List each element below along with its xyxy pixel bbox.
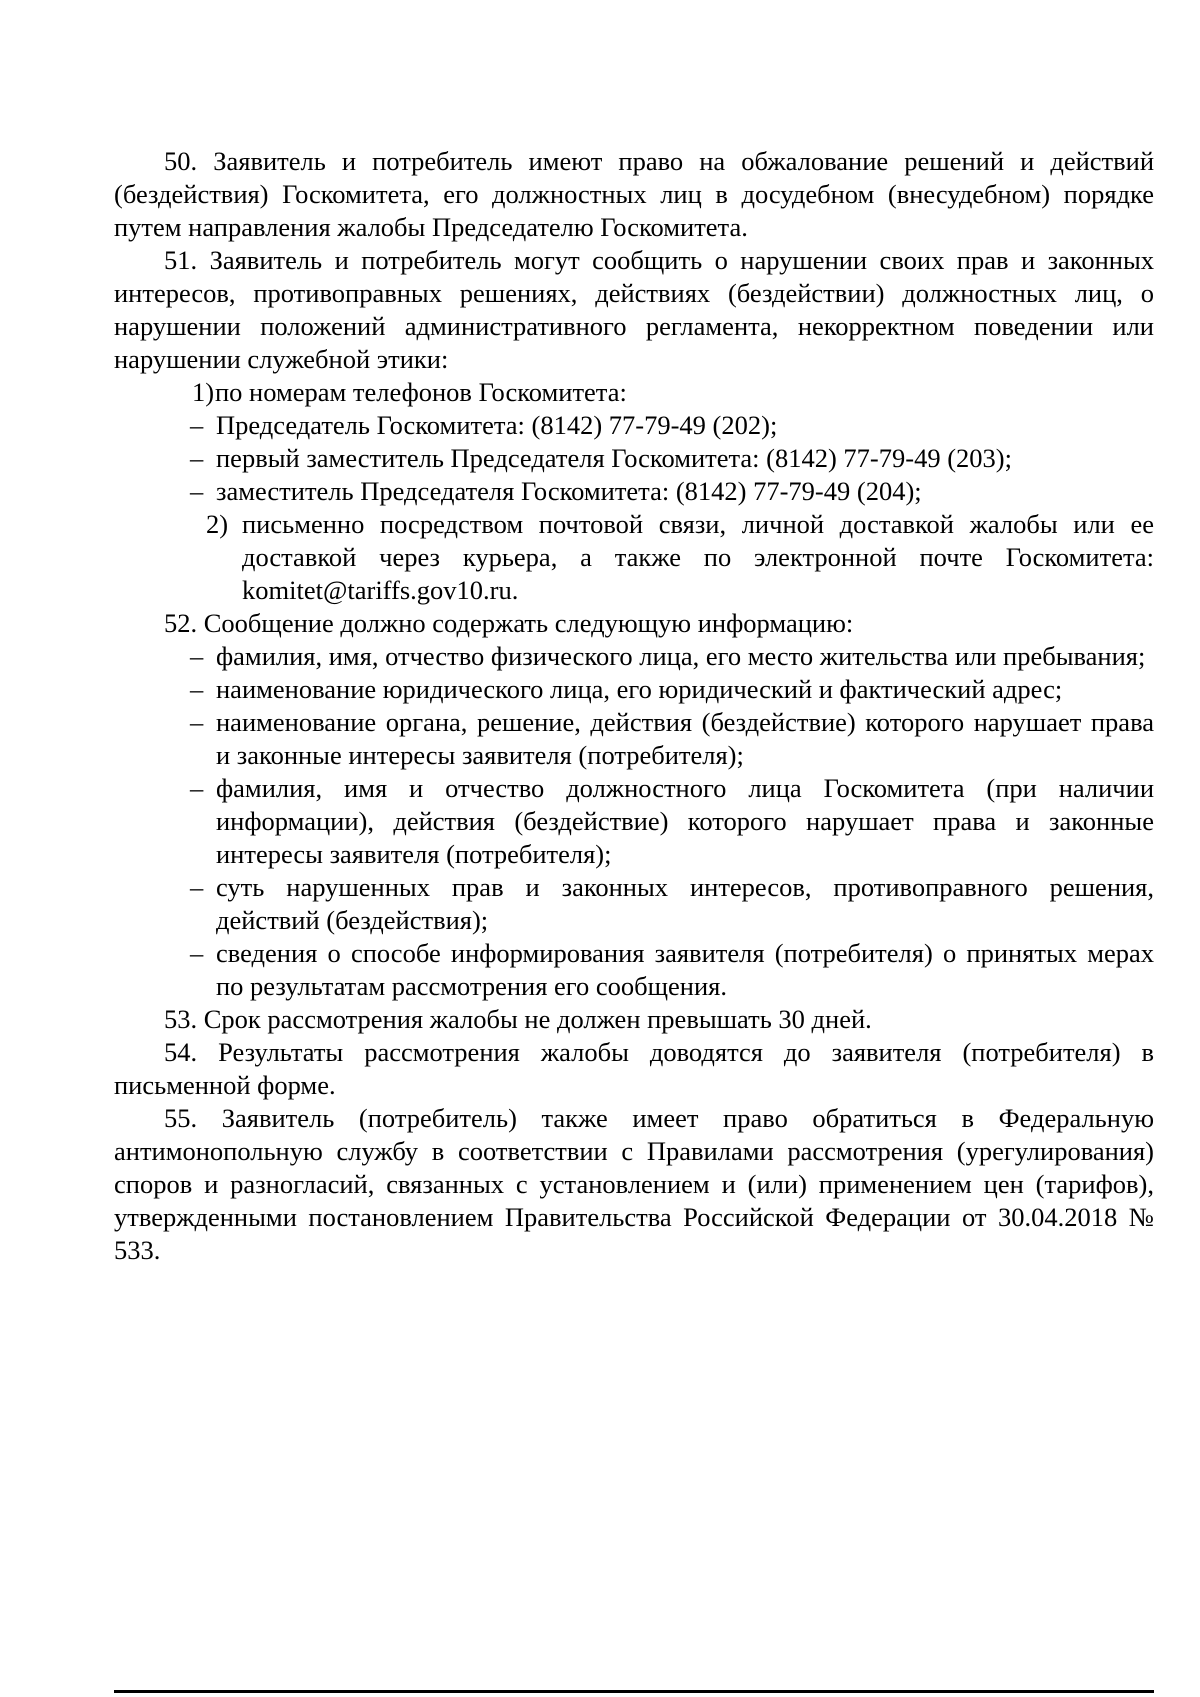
phone-list-item	[114, 409, 1154, 442]
info-list-item	[114, 673, 1154, 706]
list-item-text: Председатель Госкомитета: (8142) 77-79-49 (202);	[216, 410, 778, 440]
paragraph-53: 53. Срок рассмотрения жалобы не должен превышать 30 дней.	[164, 1004, 872, 1034]
phone-list-item	[114, 442, 1154, 475]
dash-marker: –	[190, 872, 204, 902]
paragraph-55: 55. Заявитель (потребитель) также имеет право обратиться в Федеральную антимонопольную службу в соответствии с Правилами рассмотрения (урегулирования) споров и разногласий, связанных с установлением и (или) применением цен (тарифов), утвержденными постановлением Правительства Российской Федерации от 30.04.2018 № 533.	[114, 1103, 1154, 1265]
dash-marker: –	[190, 476, 204, 506]
footer-rule	[114, 1690, 1154, 1693]
list-item-text: фамилия, имя, отчество физического лица, его место жительства или пребывания;	[216, 641, 1146, 671]
dash-marker: –	[190, 641, 204, 671]
paragraph-51: 51. Заявитель и потребитель могут сообщить о нарушении своих прав и законных интересов, противоправных решениях, действиях (бездействии) должностных лиц, о нарушении положений административного регламента, некорректном поведении или нарушении служебной этики:	[114, 245, 1154, 374]
dash-marker: –	[190, 773, 204, 803]
dash-marker: –	[190, 674, 204, 704]
paragraph-51-subitem-1	[114, 376, 1154, 409]
info-list-item	[114, 772, 1154, 871]
list-item-text: сведения о способе информирования заявителя (потребителя) о принятых мерах по результатам рассмотрения его сообщения.	[216, 938, 1154, 1001]
list-item-text: наименование органа, решение, действия (бездействие) которого нарушает права и законные интересы заявителя (потребителя);	[216, 707, 1154, 770]
list-item-text: наименование юридического лица, его юридический и фактический адрес;	[216, 674, 1063, 704]
dash-marker: –	[190, 707, 204, 737]
phone-list-item	[114, 475, 1154, 508]
dash-marker: –	[190, 410, 204, 440]
list-item-text: первый заместитель Председателя Госкомитета: (8142) 77-79-49 (203);	[216, 443, 1012, 473]
list-item-text: фамилия, имя и отчество должностного лица Госкомитета (при наличии информации), действия (бездействие) которого нарушает права и законные интересы заявителя (потребителя);	[216, 773, 1154, 869]
paragraph-51-subitem-2	[114, 508, 1154, 607]
list-item-text: суть нарушенных прав и законных интересов, противоправного решения, действий (бездействия);	[216, 872, 1154, 935]
info-list-item	[114, 640, 1154, 673]
list-marker: 2)	[206, 509, 229, 539]
list-marker: 1)	[192, 377, 215, 407]
paragraph-52: 52. Сообщение должно содержать следующую информацию:	[164, 608, 854, 638]
document-page	[114, 145, 1154, 1267]
dash-marker: –	[190, 938, 204, 968]
info-list-item	[114, 871, 1154, 937]
list-item-text: заместитель Председателя Госкомитета: (8142) 77-79-49 (204);	[216, 476, 922, 506]
list-item-text: письменно посредством почтовой связи, личной доставкой жалобы или ее доставкой через курьера, а также по электронной почте Госкомитета: komitet@tariffs.gov10.ru.	[242, 509, 1154, 605]
info-list-item	[114, 937, 1154, 1003]
dash-marker: –	[190, 443, 204, 473]
paragraph-50: 50. Заявитель и потребитель имеют право на обжалование решений и действий (бездействия) Госкомитета, его должностных лиц в досудебном (внесудебном) порядке путем направления жалобы Председателю Госкомитета.	[114, 146, 1154, 242]
list-item-text: по номерам телефонов Госкомитета:	[215, 377, 627, 407]
info-list-item	[114, 706, 1154, 772]
paragraph-54: 54. Результаты рассмотрения жалобы доводятся до заявителя (потребителя) в письменной форме.	[114, 1037, 1154, 1100]
